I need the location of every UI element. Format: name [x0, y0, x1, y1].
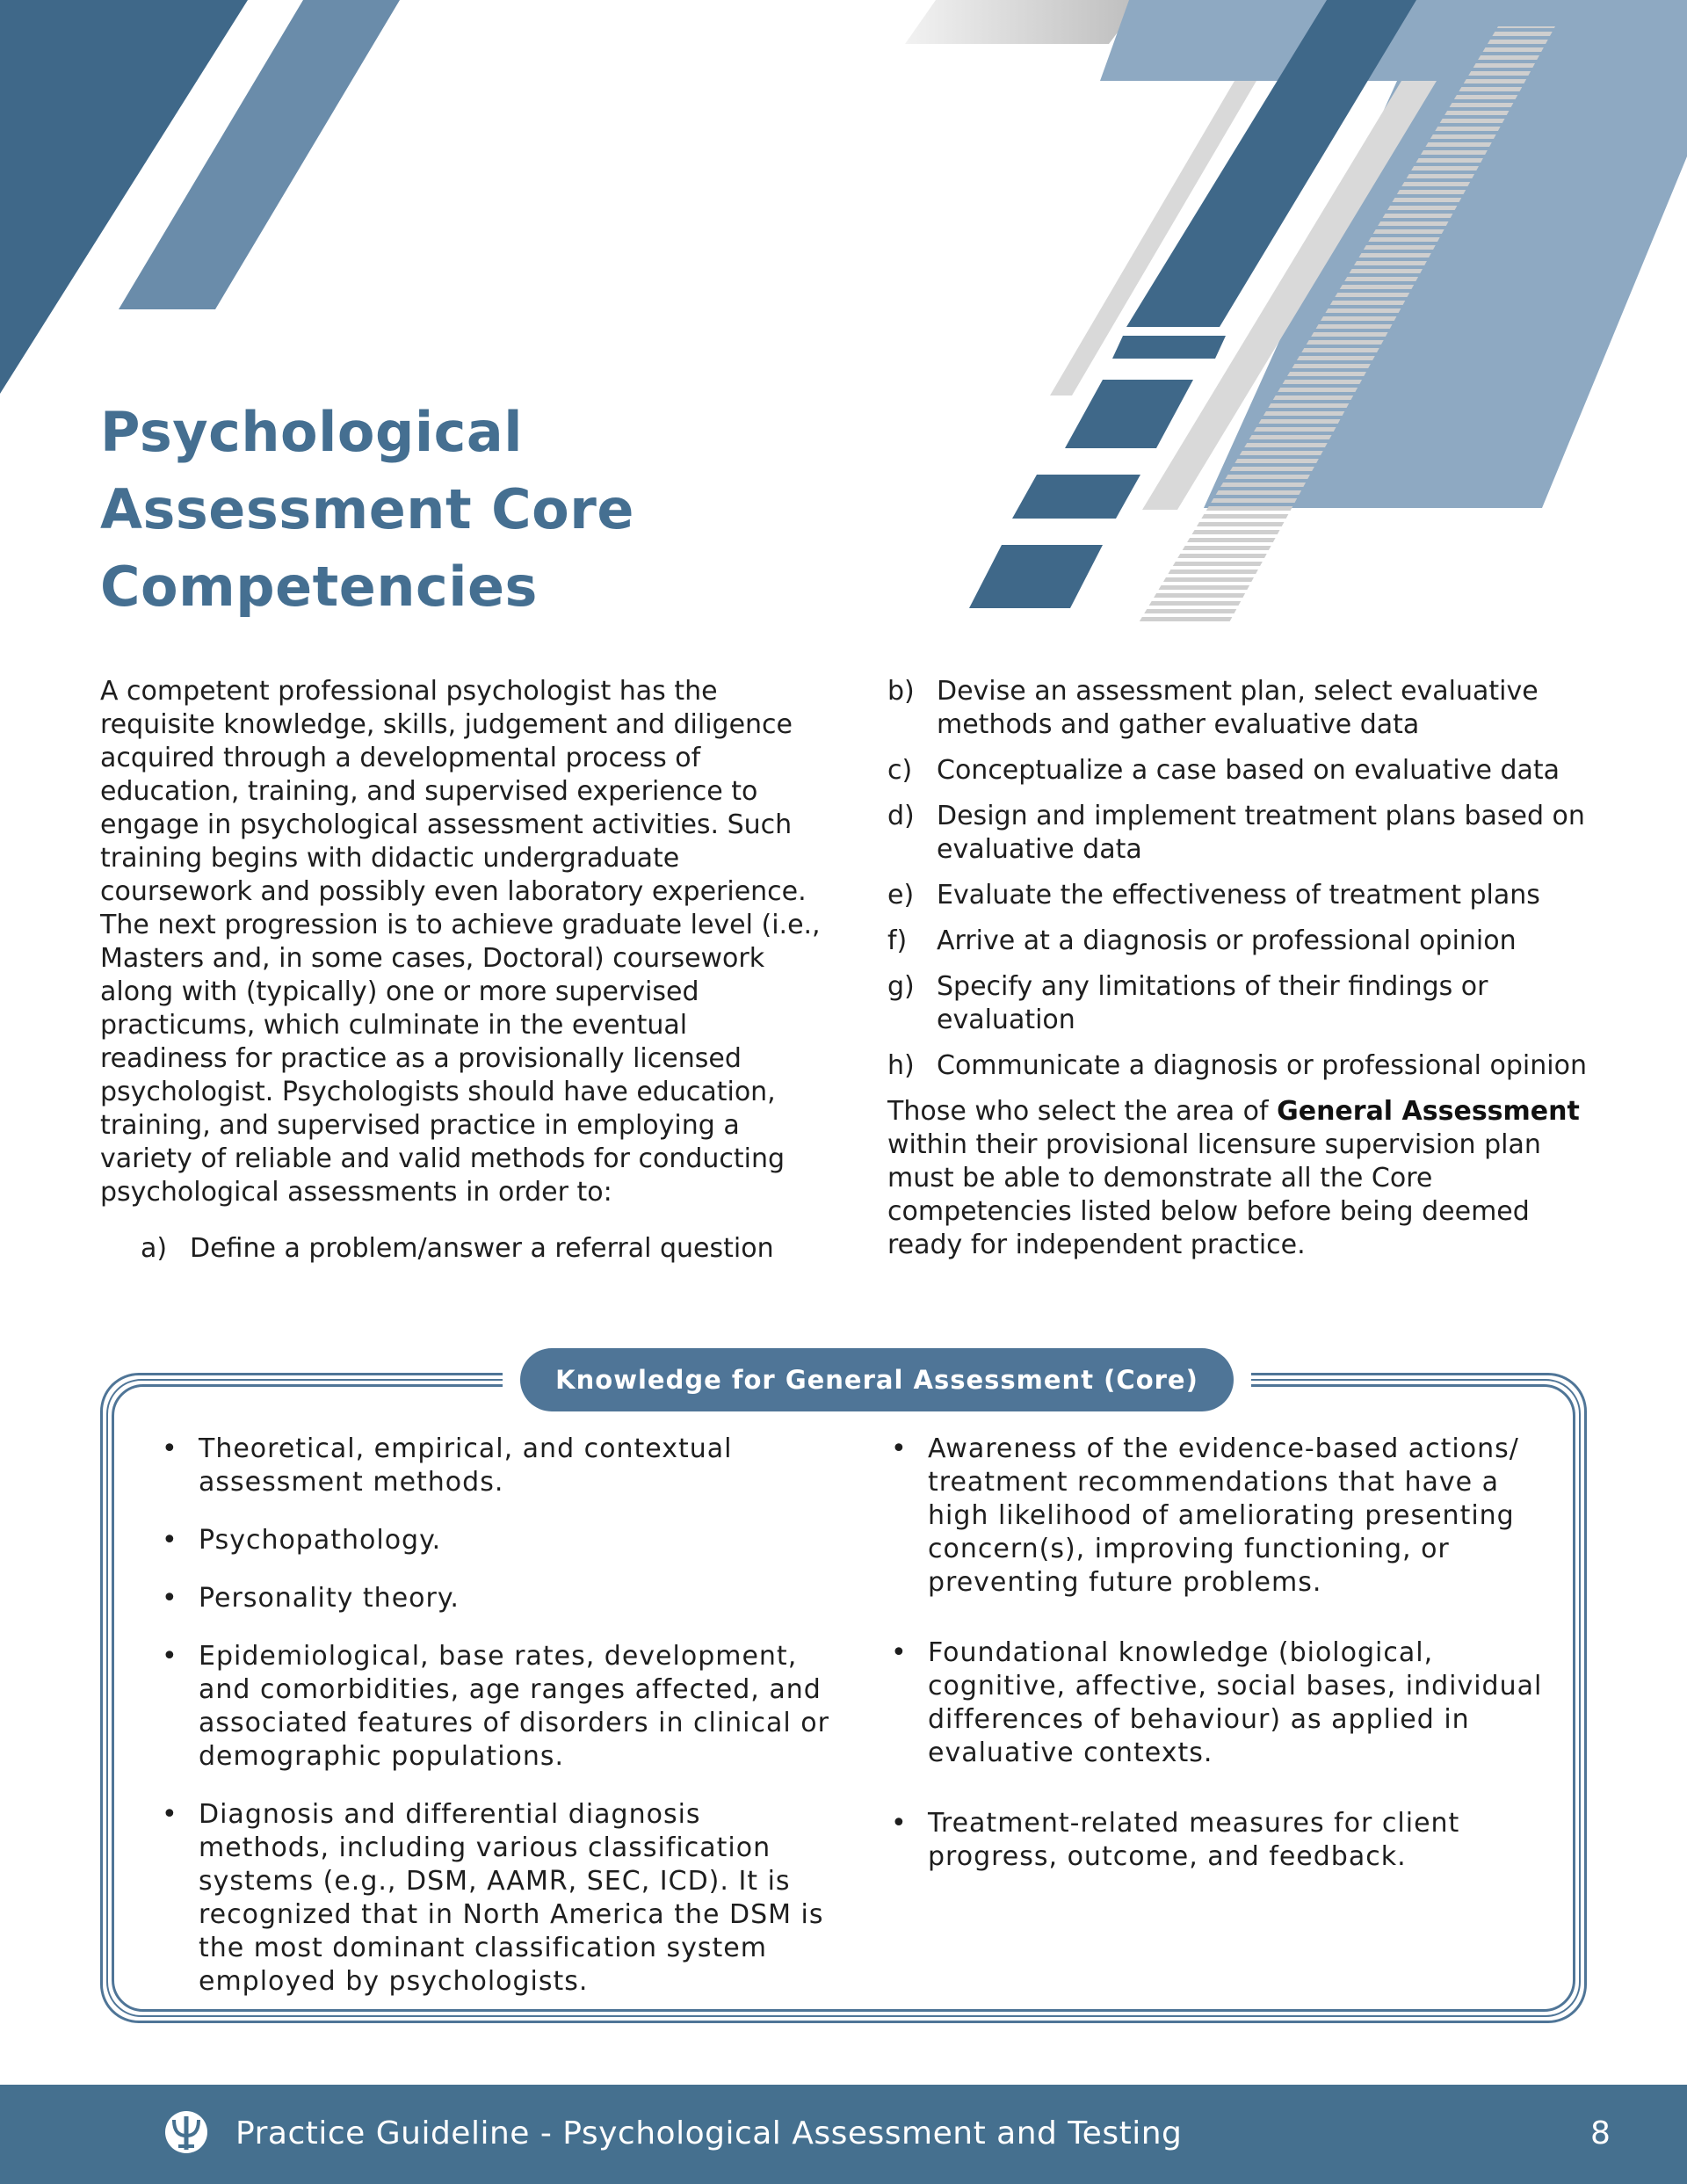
list-item [891, 1433, 1559, 1600]
purpose-letter: a) [141, 1233, 168, 1264]
footer-title: Practice Guideline - Psychological Assessment and Testing [235, 2115, 1183, 2151]
right-column [887, 675, 1590, 1262]
purpose-text: Devise an assessment plan, select evaluative methods and gather evaluative data [937, 676, 1539, 740]
bullet-icon: • [162, 1641, 177, 1672]
purpose-text: Conceptualize a case based on evaluative data [937, 755, 1560, 786]
list-item [162, 1582, 838, 1615]
purpose-item-d [887, 800, 1590, 867]
purpose-text: Arrive at a diagnosis or professional opinion [937, 925, 1517, 956]
purpose-text: Communicate a diagnosis or professional opinion [937, 1050, 1587, 1081]
closing-text-before: Those who select the area of [887, 1096, 1278, 1127]
intro-paragraph: A competent professional psychologist has the requisite knowledge, skills, judgement and diligence acquired through a developmental process of education, training, and supervised experience to engage in psychological assessment activities. Such training begins with didactic undergraduate coursework and possibly even laboratory experience. The next progression is to achieve graduate level (i.e., Masters and, in some cases, Doctoral) coursework along with (typically) one or more supervised practicums, which culminate in the eventual readiness for practice as a provisionally licensed psychologist. Psychologists should have education, training, and supervised practice in employing a variety of reliable and valid methods for conducting psychological assessments in order to: [100, 676, 821, 1208]
list-item-text: Foundational knowledge (biological, cognitive, affective, social bases, individual differences of behaviour) as applied in evaluative contexts. [928, 1637, 1543, 1768]
purpose-item-g [887, 970, 1590, 1037]
purpose-item-e [887, 879, 1590, 912]
purpose-letter: d) [887, 801, 915, 831]
purpose-list [887, 675, 1590, 1083]
list-item [891, 1636, 1559, 1770]
closing-text-bold: General Assessment [1277, 1096, 1580, 1127]
purpose-text: Design and implement treatment plans based on evaluative data [937, 801, 1585, 865]
purpose-item-h [887, 1049, 1590, 1083]
knowledge-box-heading: Knowledge for General Assessment (Core) [520, 1348, 1234, 1411]
knowledge-list-left [162, 1433, 838, 2023]
list-item [162, 1433, 838, 1499]
bullet-icon: • [891, 1808, 907, 1839]
purpose-text: Define a problem/answer a referral question [190, 1233, 774, 1264]
deco-dark-segment-4 [969, 545, 1103, 608]
purpose-letter: b) [887, 676, 915, 707]
purpose-text: Evaluate the effectiveness of treatment plans [937, 880, 1540, 911]
page-footer [0, 2085, 1687, 2184]
list-item-text: Epidemiological, base rates, development, and comorbidities, age ranges affected, and associated features of disorders in clinical or demographic populations. [199, 1641, 829, 1772]
list-item-text: Psychopathology. [199, 1525, 442, 1556]
list-item [162, 1640, 838, 1774]
list-item-text: Theoretical, empirical, and contextual assessment methods. [199, 1433, 733, 1498]
list-item [162, 1798, 838, 1999]
list-item-text: Diagnosis and differential diagnosis methods, including various classification systems (e.g., DSM, AAMR, SEC, ICD). It is recognized that in North America the DSM is the most dominant classification system employed by psychologists. [199, 1799, 824, 1997]
purpose-letter: c) [887, 755, 913, 786]
page-number: 8 [1590, 2115, 1611, 2151]
purpose-item-a [100, 1232, 821, 1266]
list-item-text: Treatment-related measures for client progress, outcome, and feedback. [928, 1808, 1460, 1872]
deco-grey-band [905, 0, 1142, 44]
purpose-text: Specify any limitations of their findings or evaluation [937, 971, 1488, 1035]
purpose-letter: f) [887, 925, 908, 956]
purpose-letter: g) [887, 971, 915, 1002]
deco-dark-segment-3 [1012, 475, 1140, 519]
page-title [100, 394, 891, 626]
closing-text-after: within their provisional licensure supervision plan must be able to demonstrate all the Core competencies listed below before being deemed ready for independent practice. [887, 1129, 1541, 1260]
deco-dark-segment-1 [1112, 336, 1226, 359]
purpose-item-f [887, 925, 1590, 958]
purpose-item-c [887, 754, 1590, 787]
left-column [100, 675, 821, 1266]
closing-paragraph [887, 1095, 1590, 1262]
purpose-item-b [887, 675, 1590, 742]
knowledge-list-right [891, 1433, 1559, 1911]
page-title-line-2: Assessment Core [100, 477, 634, 541]
purpose-letter: h) [887, 1050, 915, 1081]
bullet-icon: • [891, 1433, 907, 1464]
bullet-icon: • [891, 1637, 907, 1668]
bullet-icon: • [162, 1583, 177, 1614]
list-item-text: Awareness of the evidence-based actions/ treatment recommendations that have a high likelihood of ameliorating presenting concern(s), improving functioning, or preventing future problems. [928, 1433, 1519, 1598]
page-title-line-1: Psychological [100, 400, 523, 464]
list-item [162, 1524, 838, 1557]
page-title-line-3: Competencies [100, 555, 538, 619]
list-item-text: Personality theory. [199, 1583, 460, 1614]
bullet-icon: • [162, 1525, 177, 1556]
bullet-icon: • [162, 1433, 177, 1464]
psi-logo-icon [163, 2109, 209, 2155]
list-item [891, 1807, 1559, 1874]
bullet-icon: • [162, 1799, 177, 1830]
purpose-letter: e) [887, 880, 915, 911]
deco-dark-segment-2 [1065, 380, 1193, 448]
